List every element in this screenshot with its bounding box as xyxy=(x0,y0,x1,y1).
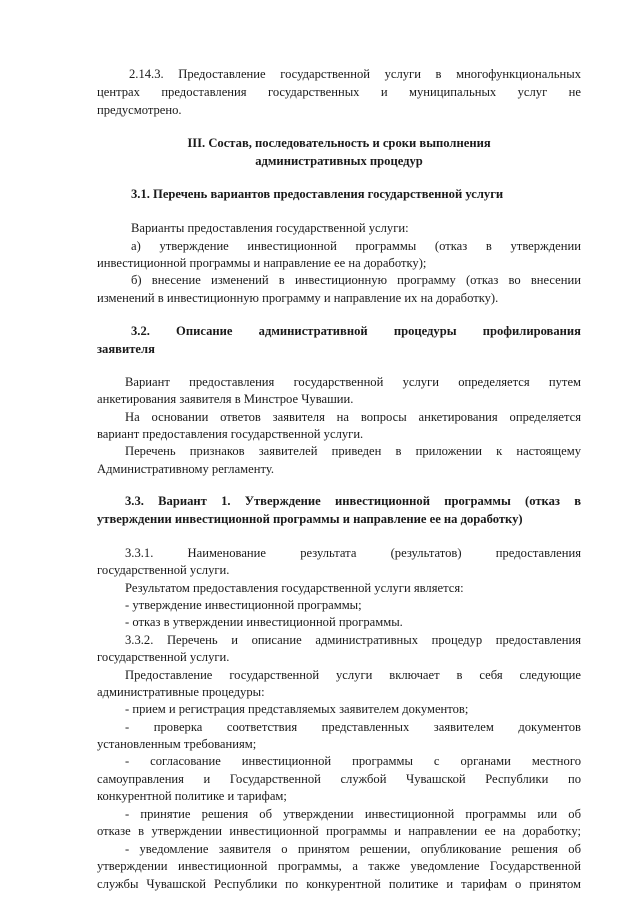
procedure-item-5-line-3: службы Чувашской Республики по конкурентной политике и тарифам о принятом xyxy=(97,877,581,891)
procedure-item-4-line-2: отказе в утверждении инвестиционной программы и направлении ее на доработку; xyxy=(97,824,581,838)
paragraph-3-2-b-line-1: На основании ответов заявителя на вопросы анкетирования определяется xyxy=(125,410,581,424)
paragraph-3-3-1-line-1: 3.3.1. Наименование результата (результатов) предоставления xyxy=(125,546,581,560)
result-item-1: - утверждение инвестиционной программы; xyxy=(125,598,362,612)
variant-a-line-2: инвестиционной программы и направление ее на доработку); xyxy=(97,256,427,270)
procedure-item-2-line-1: - проверка соответствия представленных заявителем документов xyxy=(125,720,581,734)
result-item-2: - отказ в утверждении инвестиционной программы. xyxy=(125,615,403,629)
variant-a-line-1: а) утверждение инвестиционной программы (отказ в утверждении xyxy=(131,239,581,253)
procedure-item-4-line-1: - принятие решения об утверждении инвестиционной программы или об xyxy=(125,807,581,821)
procedure-item-5-line-1: - уведомление заявителя о принятом решении, опубликование решения об xyxy=(125,842,581,856)
procedure-item-3-line-3: конкурентной политике и тарифам; xyxy=(97,789,287,803)
section-3-1-title: 3.1. Перечень вариантов предоставления государственной услуги xyxy=(131,187,504,201)
paragraph-2-14-3-line-2: центрах предоставления государственных и муниципальных услуг не xyxy=(97,85,581,99)
paragraph-2-14-3-line-1: 2.14.3. Предоставление государственной услуги в многофункциональных xyxy=(129,67,581,81)
procedure-item-1: - прием и регистрация представляемых заявителем документов; xyxy=(125,702,469,716)
procedure-item-5-line-2: утверждении инвестиционной программы, а также уведомление Государственной xyxy=(97,859,581,873)
variant-b-line-2: изменений в инвестиционную программу и направление их на доработку). xyxy=(97,291,499,305)
procedure-item-3-line-1: - согласование инвестиционной программы с органами местного xyxy=(125,754,581,768)
paragraph-3-2-a-line-2: анкетирования заявителя в Минстрое Чувашии. xyxy=(97,392,354,406)
paragraph-2-14-3-line-3: предусмотрено. xyxy=(97,103,182,117)
procedures-intro-line-2: административные процедуры: xyxy=(97,685,265,699)
section-3-3-title-line-1: 3.3. Вариант 1. Утверждение инвестиционной программы (отказ в xyxy=(125,494,581,508)
paragraph-3-3-1-line-2: государственной услуги. xyxy=(97,563,230,577)
paragraph-3-3-2-line-2: государственной услуги. xyxy=(97,650,230,664)
result-intro: Результатом предоставления государственной услуги является: xyxy=(125,581,464,595)
paragraph-3-2-b-line-2: вариант предоставления государственной услуги. xyxy=(97,427,364,441)
paragraph-3-2-a-line-1: Вариант предоставления государственной услуги определяется путем xyxy=(125,375,581,389)
procedure-item-2-line-2: установленным требованиям; xyxy=(97,737,257,751)
paragraph-3-2-c-line-1: Перечень признаков заявителей приведен в приложении к настоящему xyxy=(125,444,581,458)
section-iii-title-line-2: административных процедур xyxy=(255,154,423,168)
paragraph-3-2-c-line-2: Административному регламенту. xyxy=(97,462,275,476)
paragraph-3-3-2-line-1: 3.3.2. Перечень и описание административных процедур предоставления xyxy=(125,633,581,647)
variants-intro: Варианты предоставления государственной услуги: xyxy=(131,221,409,235)
section-3-3-title-line-2: утверждении инвестиционной программы и направление ее на доработку) xyxy=(97,512,523,526)
procedures-intro-line-1: Предоставление государственной услуги включает в себя следующие xyxy=(125,668,581,682)
variant-b-line-1: б) внесение изменений в инвестиционную программу (отказ во внесении xyxy=(131,273,581,287)
section-3-2-title-line-2: заявителя xyxy=(97,342,155,356)
section-3-2-title-line-1: 3.2. Описание административной процедуры профилирования xyxy=(131,324,581,338)
section-iii-title-line-1: III. Состав, последовательность и сроки выполнения xyxy=(187,136,491,150)
procedure-item-3-line-2: самоуправления и Государственной службой Чувашской Республики по xyxy=(97,772,581,786)
